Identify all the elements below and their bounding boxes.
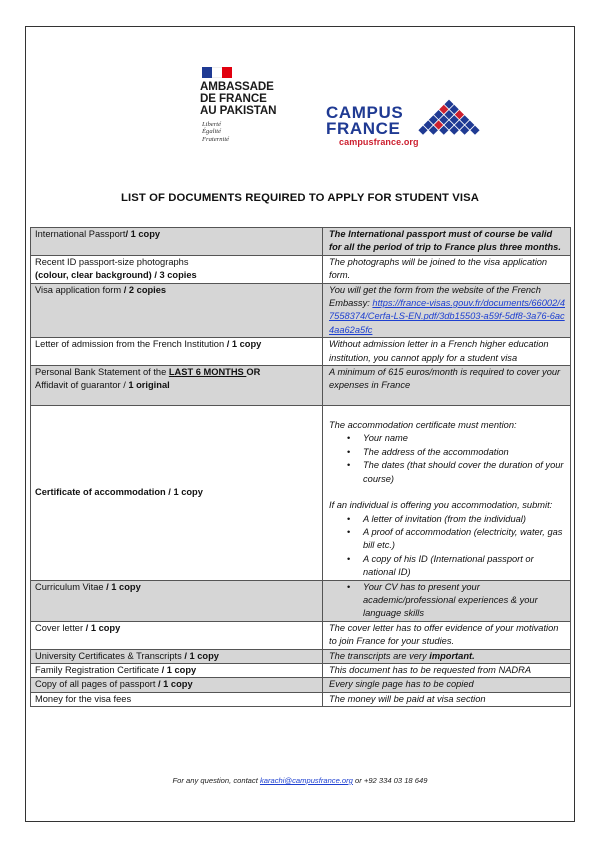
motto-line: Égalité <box>202 128 222 136</box>
document-name-alt: Affidavit of guarantor / <box>35 380 129 391</box>
list-item: • A letter of invitation (from the individual) <box>329 513 566 526</box>
document-name: University Certificates & Transcripts <box>35 650 182 661</box>
document-quantity: (colour, clear background) / 3 copies <box>35 270 197 281</box>
document-cell <box>31 580 323 621</box>
note-cell <box>323 692 571 706</box>
document-cell <box>31 255 323 283</box>
list-item: • A copy of his ID (International passport or national ID) <box>329 553 566 580</box>
motto-line: Fraternité <box>202 135 230 143</box>
french-flag-icon <box>202 67 232 78</box>
important-emphasis: important. <box>429 650 475 661</box>
document-quantity: / 1 copy <box>226 339 262 350</box>
accommodation-intro: The accommodation certificate must mention: <box>329 420 517 431</box>
document-cell <box>31 663 323 677</box>
table-row <box>31 283 571 338</box>
document-name: Visa application form <box>35 284 122 295</box>
document-name: Personal Bank Statement of the <box>35 367 169 378</box>
table-row <box>31 692 571 706</box>
document-quantity: 1 original <box>128 380 170 391</box>
note-cell <box>323 228 571 256</box>
table-row <box>31 366 571 406</box>
document-note: A minimum of 615 euros/month is required to cover your expenses in France <box>329 367 561 391</box>
document-cell <box>31 228 323 256</box>
footer-contact <box>25 776 575 785</box>
note-cell <box>323 649 571 663</box>
document-cell <box>31 406 323 580</box>
embassy-motto <box>202 121 290 144</box>
campus-france-pyramid-icon <box>404 96 494 138</box>
document-name: Cover letter <box>35 622 84 633</box>
list-item: • The address of the accommodation <box>329 446 566 459</box>
note-cell <box>323 621 571 649</box>
document-name: Copy of all pages of passport <box>35 679 156 690</box>
table-row <box>31 406 571 580</box>
document-quantity: / 1 copy <box>158 679 193 690</box>
logo-url: campusfrance.org <box>339 137 419 147</box>
document-note: The transcripts are very <box>329 650 430 661</box>
document-name: Family Registration Certificate <box>35 664 159 675</box>
document-cell <box>31 366 323 406</box>
document-cell <box>31 283 323 338</box>
or-label: OR <box>246 367 261 378</box>
logo-word-campus: CAMPUS <box>326 103 404 122</box>
document-note: The money will be paid at visa section <box>329 693 486 704</box>
document-note: You will get the form from the website of the French Embassy: <box>329 284 541 309</box>
table-row <box>31 338 571 366</box>
table-row <box>31 663 571 677</box>
document-quantity: / 1 copy <box>125 229 161 239</box>
motto-line: Liberté <box>202 120 222 128</box>
list-item: • A proof of accommodation (electricity, water, gas bill etc.) <box>329 526 566 553</box>
document-quantity: / 1 copy <box>85 622 121 633</box>
table-row <box>31 228 571 256</box>
document-note: The cover letter has to offer evidence of your motivation to join France for your studies. <box>329 622 559 647</box>
list-item: • Your name <box>329 432 566 445</box>
note-cell <box>323 580 571 621</box>
embassy-name-line: AU PAKISTAN <box>200 104 277 118</box>
table-row <box>31 621 571 649</box>
table-row <box>31 649 571 663</box>
document-note: The photographs will be joined to the visa application form. <box>329 256 548 281</box>
document-cell <box>31 338 323 366</box>
document-name: International Passport <box>35 229 126 239</box>
document-name: Letter of admission from the French Institution <box>35 339 225 350</box>
note-cell <box>323 366 571 406</box>
footer-prefix: For any question, contact <box>172 776 260 785</box>
document-note: This document has to be requested from NADRA <box>329 664 532 675</box>
document-name: Recent ID passport-size photographs <box>35 256 189 267</box>
document-name: Curriculum Vitae <box>35 581 104 592</box>
document-quantity: / 2 copies <box>123 284 167 295</box>
note-cell <box>323 338 571 366</box>
table-row <box>31 255 571 283</box>
document-note: • Your CV has to present your academic/professional experiences & your language skills <box>329 581 566 621</box>
accommodation-intro-individual: If an individual is offering you accommodation, submit: <box>329 500 553 511</box>
embassy-name <box>200 81 290 118</box>
list-item: • The dates (that should cover the duration of your course) <box>329 459 566 486</box>
document-name: Certificate of accommodation / 1 copy <box>35 487 203 498</box>
document-cell <box>31 621 323 649</box>
contact-email-link[interactable]: karachi@campusfrance.org <box>259 776 353 785</box>
document-title: LIST OF DOCUMENTS REQUIRED TO APPLY FOR STUDENT VISA <box>121 192 479 204</box>
visa-form-link[interactable]: https://france-visas.gouv.fr/documents/66002/47558374/Cerfa-LS-EN.pdf/3db15503-a59f-5df8-3a76-6ac4aa62a5fc <box>329 298 565 335</box>
bank-period: LAST 6 MONTHS <box>168 367 247 378</box>
accommodation-list <box>329 432 566 486</box>
document-note: Every single page has to be copied <box>329 679 474 690</box>
embassy-logo <box>200 67 290 143</box>
individual-accommodation-list <box>329 513 566 580</box>
table-row <box>31 678 571 692</box>
note-cell <box>323 663 571 677</box>
note-cell <box>323 406 571 580</box>
document-name: Money for the visa fees <box>35 693 132 704</box>
embassy-name-line: DE FRANCE <box>200 92 267 106</box>
document-note: Without admission letter in a French higher education institution, you cannot apply for a student visa <box>329 339 549 363</box>
document-cell <box>31 678 323 692</box>
note-cell <box>323 678 571 692</box>
note-cell <box>323 283 571 338</box>
campus-france-logo <box>324 96 494 152</box>
document-quantity: / 1 copy <box>161 664 197 675</box>
document-cell <box>31 649 323 663</box>
logo-word-france: FRANCE <box>326 119 401 138</box>
document-quantity: / 1 copy <box>106 581 141 592</box>
footer-phone: or +92 334 03 18 649 <box>352 776 428 785</box>
table-row <box>31 580 571 621</box>
document-quantity: / 1 copy <box>184 650 219 661</box>
requirements-table <box>30 227 571 707</box>
document-note: The International passport must of course be valid for all the period of trip to France plus three months. <box>329 229 561 253</box>
document-cell <box>31 692 323 706</box>
embassy-name-line: AMBASSADE <box>200 80 274 93</box>
note-cell <box>323 255 571 283</box>
